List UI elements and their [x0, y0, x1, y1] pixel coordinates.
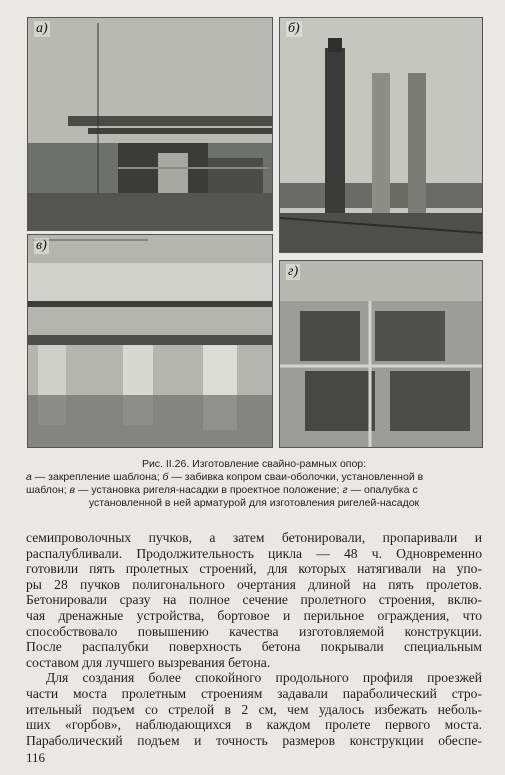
caption-text-a: — закрепление шаблона; — [31, 471, 163, 483]
photo-d-label: г) — [288, 264, 299, 279]
body-line: готовили пять пролетных строений, для которых натягивали на упо- — [26, 561, 482, 577]
caption-key-c: в — [69, 484, 76, 496]
body-line: составом для лучшего вызревания бетона. — [26, 654, 271, 670]
body-line: способствовало повышению качества изготовляемой конструкции. — [26, 623, 482, 639]
body-line: ительный подъем со стрелой в 2 см, чем удалось избежать неболь- — [26, 701, 482, 717]
body-line: чая дренажные устройства, бортовое и перильное ограждения, что — [26, 607, 482, 623]
body-text — [26, 530, 482, 748]
figure-caption — [26, 458, 482, 510]
photo-b-image — [280, 18, 482, 252]
photo-formwork-reinforcement — [279, 260, 483, 448]
photo-pile-driving — [279, 17, 483, 253]
body-line: Бетонировали сразу на полное сечение пролетного строения, вклю- — [26, 592, 482, 608]
body-line: распалубливали. Продолжительность цикла — 48 ч. Одновременно — [26, 545, 482, 561]
page-number: 116 — [26, 750, 46, 765]
photo-a-label: а) — [36, 21, 48, 36]
caption-text-b-cont: шаблон; — [26, 484, 70, 496]
photo-d-image — [280, 261, 482, 447]
caption-title: Рис. II.26. Изготовление свайно-рамных опор: — [141, 458, 367, 470]
caption-line-1 — [26, 471, 423, 483]
body-line: После распалубки поверхность бетона покрывали специальным — [26, 639, 482, 655]
caption-key-b: б — [162, 471, 169, 483]
caption-text-b: — забивка копром сваи-оболочки, установленной в — [168, 471, 424, 483]
caption-key-d: г — [342, 484, 348, 496]
photo-b-label: б) — [288, 21, 300, 36]
caption-key-a: а — [26, 471, 32, 483]
photo-a-image — [28, 18, 272, 230]
photo-crossbar-installation — [27, 234, 273, 448]
photo-template-placement — [27, 17, 273, 231]
body-line: части моста пролетным строениям задавали параболический стро- — [26, 685, 482, 701]
body-line: Параболический подъем и точность размеров конструкции обеспе- — [26, 732, 482, 748]
caption-text-d: — опалубка с — [347, 484, 418, 496]
caption-line-2 — [26, 484, 418, 496]
photo-c-image — [28, 235, 272, 447]
caption-text-c: — установка ригеля-насадки в проектное положение; — [75, 484, 343, 496]
body-line: ры 28 пучков полигонального очертания длиной на пять пролетов. — [26, 576, 482, 592]
body-line: ших «горбов», наблюдающихся в каждом пролете первого моста. — [26, 717, 482, 733]
body-line: семипроволочных пучков, а затем бетонировали, пропаривали и — [26, 530, 482, 545]
body-line: Для создания более спокойного продольного профиля проезжей — [46, 670, 482, 686]
photo-c-label: в) — [36, 238, 47, 253]
caption-line-3: установленной в ней арматурой для изготовления ригелей-насадок — [88, 497, 420, 509]
